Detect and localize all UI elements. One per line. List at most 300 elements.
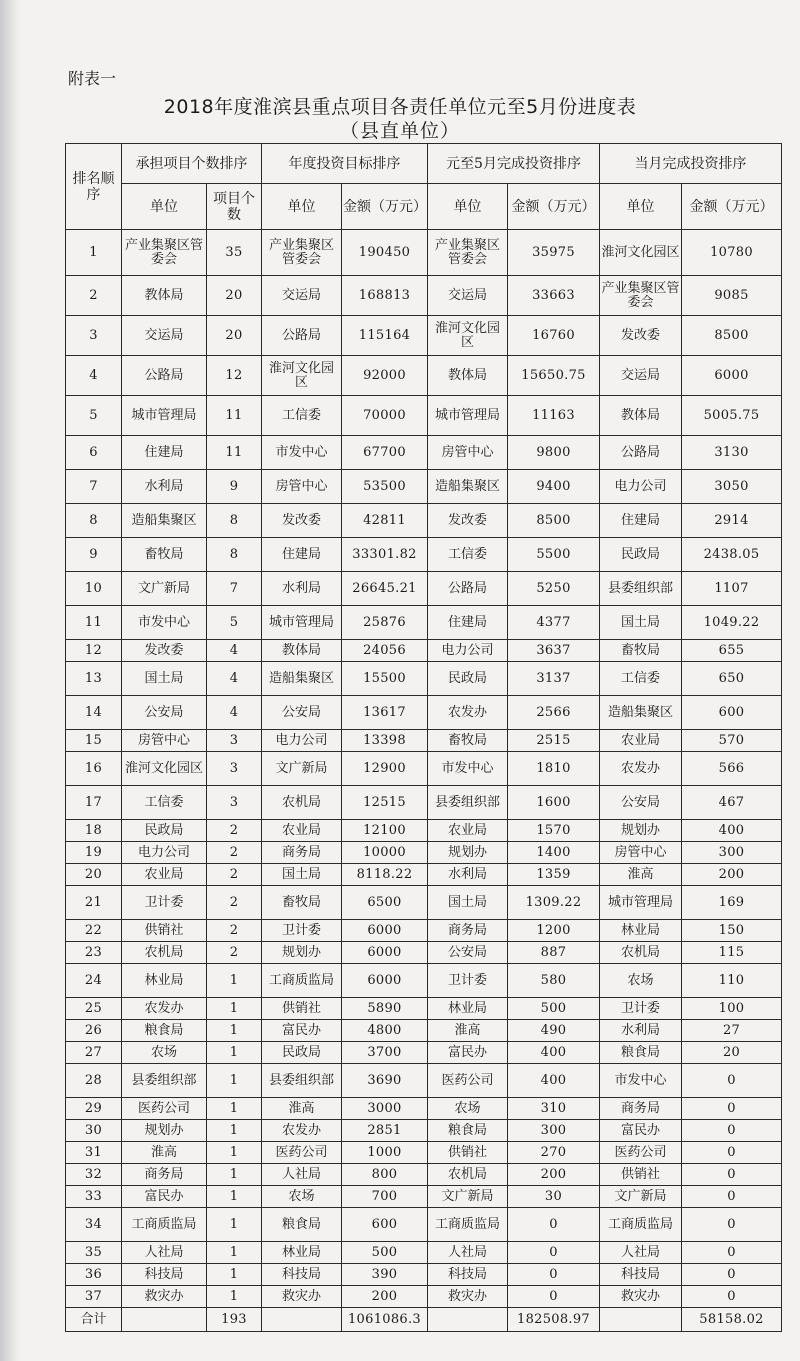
cell-project-count: 2 (207, 886, 262, 920)
cell-project-count: 1 (207, 1264, 262, 1286)
header-amount: 金额（万元） (682, 184, 782, 230)
cell-target-unit: 交运局 (262, 276, 342, 316)
cell-target-unit: 救灾办 (262, 1286, 342, 1308)
table-row (66, 230, 782, 276)
cell-ytd-unit: 水利局 (428, 864, 508, 886)
cell-ytd-unit: 交运局 (428, 276, 508, 316)
cell-target-unit: 县委组织部 (262, 1064, 342, 1098)
table-row (66, 998, 782, 1020)
cell-month-unit: 发改委 (600, 316, 682, 356)
table-row (66, 920, 782, 942)
cell-rank: 35 (66, 1242, 122, 1264)
cell-target-unit: 畜牧局 (262, 886, 342, 920)
cell-project-count: 20 (207, 316, 262, 356)
cell-ytd-unit: 医药公司 (428, 1064, 508, 1098)
cell-month-amount: 0 (682, 1242, 782, 1264)
cell-month-unit: 医药公司 (600, 1142, 682, 1164)
cell-target-amount: 1000 (342, 1142, 428, 1164)
cell-month-amount: 0 (682, 1064, 782, 1098)
cell-rank: 29 (66, 1098, 122, 1120)
cell-target-unit: 农机局 (262, 786, 342, 820)
cell-count-unit: 住建局 (122, 436, 207, 470)
cell-ytd-unit: 淮河文化园区 (428, 316, 508, 356)
cell-ytd-amount: 1400 (508, 842, 600, 864)
cell-ytd-amount: 2515 (508, 730, 600, 752)
cell-count-unit: 公安局 (122, 696, 207, 730)
cell-count-unit: 民政局 (122, 820, 207, 842)
cell-ytd-amount: 9400 (508, 470, 600, 504)
cell-month-unit: 规划办 (600, 820, 682, 842)
cell-project-count: 8 (207, 504, 262, 538)
cell-rank: 1 (66, 230, 122, 276)
cell-month-unit: 县委组织部 (600, 572, 682, 606)
cell-month-amount: 100 (682, 998, 782, 1020)
cell-month-unit: 救灾办 (600, 1286, 682, 1308)
cell-rank: 14 (66, 696, 122, 730)
cell-ytd-amount: 200 (508, 1164, 600, 1186)
cell-rank: 18 (66, 820, 122, 842)
cell-ytd-unit: 城市管理局 (428, 396, 508, 436)
cell-month-unit: 粮食局 (600, 1042, 682, 1064)
cell-target-unit: 城市管理局 (262, 606, 342, 640)
cell-project-count: 1 (207, 1120, 262, 1142)
cell-project-count: 4 (207, 640, 262, 662)
cell-rank: 28 (66, 1064, 122, 1098)
header-amount: 金额（万元） (342, 184, 428, 230)
table-row (66, 504, 782, 538)
cell-month-amount: 3130 (682, 436, 782, 470)
cell-rank: 33 (66, 1186, 122, 1208)
cell-ytd-unit: 民政局 (428, 662, 508, 696)
cell-count-unit: 文广新局 (122, 572, 207, 606)
cell-rank: 26 (66, 1020, 122, 1042)
cell-target-amount: 3000 (342, 1098, 428, 1120)
cell-rank: 25 (66, 998, 122, 1020)
cell-target-unit: 农发办 (262, 1120, 342, 1142)
cell-month-unit: 交运局 (600, 356, 682, 396)
cell-count-unit: 畜牧局 (122, 538, 207, 572)
cell-count-unit: 县委组织部 (122, 1064, 207, 1098)
cell-target-unit: 住建局 (262, 538, 342, 572)
cell-target-unit: 卫计委 (262, 920, 342, 942)
table-row (66, 1042, 782, 1064)
cell-ytd-unit: 科技局 (428, 1264, 508, 1286)
cell-month-amount: 200 (682, 864, 782, 886)
cell-target-unit: 淮高 (262, 1098, 342, 1120)
cell-count-unit: 规划办 (122, 1120, 207, 1142)
cell-ytd-amount: 1600 (508, 786, 600, 820)
cell-ytd-amount: 580 (508, 964, 600, 998)
cell-target-unit: 供销社 (262, 998, 342, 1020)
cell-month-amount: 2438.05 (682, 538, 782, 572)
cell-ytd-amount: 887 (508, 942, 600, 964)
cell-target-amount: 67700 (342, 436, 428, 470)
cell-target-unit: 产业集聚区管委会 (262, 230, 342, 276)
cell-count-unit: 淮高 (122, 1142, 207, 1164)
total-ytd-investment: 182508.97 (508, 1308, 600, 1332)
cell-project-count: 1 (207, 1142, 262, 1164)
cell-count-unit: 救灾办 (122, 1286, 207, 1308)
cell-target-unit: 公路局 (262, 316, 342, 356)
cell-ytd-amount: 1570 (508, 820, 600, 842)
cell-target-amount: 26645.21 (342, 572, 428, 606)
cell-month-amount: 1107 (682, 572, 782, 606)
cell-month-amount: 0 (682, 1264, 782, 1286)
table-row (66, 316, 782, 356)
header-unit: 单位 (262, 184, 342, 230)
table-row (66, 640, 782, 662)
cell-ytd-unit: 农发办 (428, 696, 508, 730)
cell-count-unit: 造船集聚区 (122, 504, 207, 538)
cell-rank: 36 (66, 1264, 122, 1286)
cell-target-unit: 商务局 (262, 842, 342, 864)
cell-target-amount: 53500 (342, 470, 428, 504)
cell-project-count: 3 (207, 786, 262, 820)
cell-count-unit: 公路局 (122, 356, 207, 396)
cell-month-amount: 110 (682, 964, 782, 998)
cell-target-amount: 5890 (342, 998, 428, 1020)
cell-project-count: 4 (207, 696, 262, 730)
cell-ytd-unit: 公安局 (428, 942, 508, 964)
cell-ytd-unit: 县委组织部 (428, 786, 508, 820)
cell-target-unit: 人社局 (262, 1164, 342, 1186)
cell-target-amount: 15500 (342, 662, 428, 696)
page-title: 2018年度淮滨县重点项目各责任单位元至5月份进度表 (163, 96, 637, 118)
cell-project-count: 1 (207, 1208, 262, 1242)
cell-target-unit: 公安局 (262, 696, 342, 730)
cell-project-count: 7 (207, 572, 262, 606)
cell-ytd-unit: 供销社 (428, 1142, 508, 1164)
cell-ytd-unit: 电力公司 (428, 640, 508, 662)
cell-ytd-unit: 人社局 (428, 1242, 508, 1264)
table-row (66, 1098, 782, 1120)
cell-target-amount: 200 (342, 1286, 428, 1308)
cell-rank: 11 (66, 606, 122, 640)
table-row (66, 1286, 782, 1308)
cell-target-amount: 4800 (342, 1020, 428, 1042)
cell-ytd-unit: 房管中心 (428, 436, 508, 470)
cell-count-unit: 国土局 (122, 662, 207, 696)
cell-ytd-amount: 0 (508, 1286, 600, 1308)
page-edge (0, 0, 20, 1361)
table-row (66, 730, 782, 752)
cell-ytd-unit: 规划办 (428, 842, 508, 864)
cell-project-count: 35 (207, 230, 262, 276)
cell-target-amount: 3700 (342, 1042, 428, 1064)
cell-project-count: 11 (207, 436, 262, 470)
cell-rank: 22 (66, 920, 122, 942)
cell-target-amount: 500 (342, 1242, 428, 1264)
header-annual-target: 年度投资目标排序 (262, 144, 428, 184)
header-count: 项目个数 (207, 184, 262, 230)
cell-project-count: 2 (207, 920, 262, 942)
cell-ytd-amount: 400 (508, 1042, 600, 1064)
cell-target-unit: 国土局 (262, 864, 342, 886)
cell-month-unit: 农场 (600, 964, 682, 998)
cell-month-amount: 150 (682, 920, 782, 942)
cell-project-count: 11 (207, 396, 262, 436)
cell-month-unit: 商务局 (600, 1098, 682, 1120)
cell-month-amount: 2914 (682, 504, 782, 538)
table-row (66, 864, 782, 886)
cell-month-unit: 人社局 (600, 1242, 682, 1264)
table-row (66, 1064, 782, 1098)
cell-count-unit: 农发办 (122, 998, 207, 1020)
cell-month-amount: 115 (682, 942, 782, 964)
cell-ytd-unit: 卫计委 (428, 964, 508, 998)
cell-count-unit: 工商质监局 (122, 1208, 207, 1242)
cell-ytd-unit: 粮食局 (428, 1120, 508, 1142)
cell-target-amount: 12100 (342, 820, 428, 842)
cell-target-unit: 粮食局 (262, 1208, 342, 1242)
cell-rank: 17 (66, 786, 122, 820)
cell-project-count: 1 (207, 964, 262, 998)
cell-rank: 5 (66, 396, 122, 436)
cell-count-unit: 发改委 (122, 640, 207, 662)
table-row (66, 696, 782, 730)
cell-count-unit: 医药公司 (122, 1098, 207, 1120)
table-row (66, 1164, 782, 1186)
cell-project-count: 12 (207, 356, 262, 396)
cell-month-unit: 工信委 (600, 662, 682, 696)
cell-ytd-amount: 0 (508, 1242, 600, 1264)
cell-rank: 31 (66, 1142, 122, 1164)
cell-month-unit: 农发办 (600, 752, 682, 786)
cell-target-amount: 115164 (342, 316, 428, 356)
cell-ytd-unit: 产业集聚区管委会 (428, 230, 508, 276)
cell-project-count: 3 (207, 752, 262, 786)
table-row (66, 1186, 782, 1208)
cell-month-amount: 6000 (682, 356, 782, 396)
cell-count-unit: 人社局 (122, 1242, 207, 1264)
cell-month-amount: 655 (682, 640, 782, 662)
cell-month-amount: 467 (682, 786, 782, 820)
cell-project-count: 2 (207, 942, 262, 964)
cell-rank: 9 (66, 538, 122, 572)
cell-project-count: 2 (207, 864, 262, 886)
table-row (66, 572, 782, 606)
table-row (66, 470, 782, 504)
total-empty-cell (262, 1308, 342, 1332)
cell-project-count: 1 (207, 1242, 262, 1264)
cell-target-unit: 房管中心 (262, 470, 342, 504)
cell-project-count: 4 (207, 662, 262, 696)
cell-month-amount: 5005.75 (682, 396, 782, 436)
cell-count-unit: 教体局 (122, 276, 207, 316)
cell-month-unit: 市发中心 (600, 1064, 682, 1098)
cell-count-unit: 水利局 (122, 470, 207, 504)
cell-month-unit: 国土局 (600, 606, 682, 640)
table-row (66, 538, 782, 572)
cell-target-amount: 3690 (342, 1064, 428, 1098)
cell-month-amount: 0 (682, 1120, 782, 1142)
cell-target-amount: 10000 (342, 842, 428, 864)
cell-ytd-unit: 市发中心 (428, 752, 508, 786)
cell-target-amount: 190450 (342, 230, 428, 276)
cell-rank: 10 (66, 572, 122, 606)
cell-ytd-amount: 270 (508, 1142, 600, 1164)
cell-project-count: 1 (207, 1164, 262, 1186)
cell-month-unit: 水利局 (600, 1020, 682, 1042)
header-rank: 排名顺序 (66, 144, 122, 230)
cell-count-unit: 房管中心 (122, 730, 207, 752)
cell-month-amount: 0 (682, 1098, 782, 1120)
cell-project-count: 1 (207, 1286, 262, 1308)
cell-ytd-unit: 造船集聚区 (428, 470, 508, 504)
cell-target-unit: 富民办 (262, 1020, 342, 1042)
cell-month-unit: 城市管理局 (600, 886, 682, 920)
cell-target-unit: 民政局 (262, 1042, 342, 1064)
cell-ytd-amount: 11163 (508, 396, 600, 436)
total-row (66, 1308, 782, 1332)
cell-ytd-unit: 救灾办 (428, 1286, 508, 1308)
cell-month-unit: 文广新局 (600, 1186, 682, 1208)
cell-target-unit: 水利局 (262, 572, 342, 606)
cell-month-amount: 566 (682, 752, 782, 786)
cell-ytd-unit: 住建局 (428, 606, 508, 640)
cell-count-unit: 工信委 (122, 786, 207, 820)
table-row (66, 886, 782, 920)
cell-rank: 23 (66, 942, 122, 964)
cell-project-count: 20 (207, 276, 262, 316)
cell-rank: 2 (66, 276, 122, 316)
cell-ytd-amount: 0 (508, 1264, 600, 1286)
cell-month-unit: 民政局 (600, 538, 682, 572)
cell-rank: 16 (66, 752, 122, 786)
table-row (66, 942, 782, 964)
cell-month-amount: 27 (682, 1020, 782, 1042)
table-row (66, 396, 782, 436)
cell-target-unit: 医药公司 (262, 1142, 342, 1164)
cell-month-amount: 600 (682, 696, 782, 730)
table-row (66, 356, 782, 396)
cell-ytd-amount: 8500 (508, 504, 600, 538)
cell-count-unit: 农场 (122, 1042, 207, 1064)
cell-ytd-amount: 400 (508, 1064, 600, 1098)
cell-month-amount: 570 (682, 730, 782, 752)
cell-project-count: 2 (207, 842, 262, 864)
cell-ytd-amount: 500 (508, 998, 600, 1020)
cell-month-unit: 农业局 (600, 730, 682, 752)
cell-month-amount: 0 (682, 1164, 782, 1186)
cell-ytd-unit: 教体局 (428, 356, 508, 396)
cell-target-amount: 168813 (342, 276, 428, 316)
cell-target-amount: 42811 (342, 504, 428, 538)
cell-count-unit: 农机局 (122, 942, 207, 964)
cell-ytd-unit: 林业局 (428, 998, 508, 1020)
cell-count-unit: 城市管理局 (122, 396, 207, 436)
header-unit: 单位 (122, 184, 207, 230)
cell-count-unit: 粮食局 (122, 1020, 207, 1042)
cell-target-unit: 文广新局 (262, 752, 342, 786)
cell-project-count: 1 (207, 1020, 262, 1042)
cell-target-amount: 600 (342, 1208, 428, 1242)
cell-ytd-unit: 农业局 (428, 820, 508, 842)
cell-target-unit: 电力公司 (262, 730, 342, 752)
cell-ytd-unit: 农机局 (428, 1164, 508, 1186)
cell-ytd-amount: 16760 (508, 316, 600, 356)
cell-month-unit: 林业局 (600, 920, 682, 942)
cell-ytd-unit: 工信委 (428, 538, 508, 572)
cell-ytd-amount: 310 (508, 1098, 600, 1120)
progress-table (65, 143, 782, 1332)
cell-month-amount: 3050 (682, 470, 782, 504)
cell-month-unit: 农机局 (600, 942, 682, 964)
cell-ytd-unit: 公路局 (428, 572, 508, 606)
cell-ytd-amount: 5250 (508, 572, 600, 606)
cell-rank: 13 (66, 662, 122, 696)
cell-project-count: 9 (207, 470, 262, 504)
cell-month-unit: 公安局 (600, 786, 682, 820)
table-row (66, 276, 782, 316)
cell-project-count: 1 (207, 1064, 262, 1098)
cell-month-unit: 淮河文化园区 (600, 230, 682, 276)
cell-count-unit: 产业集聚区管委会 (122, 230, 207, 276)
cell-target-amount: 800 (342, 1164, 428, 1186)
total-empty-cell (428, 1308, 508, 1332)
cell-target-unit: 市发中心 (262, 436, 342, 470)
cell-ytd-unit: 文广新局 (428, 1186, 508, 1208)
cell-count-unit: 林业局 (122, 964, 207, 998)
cell-target-amount: 13617 (342, 696, 428, 730)
cell-count-unit: 商务局 (122, 1164, 207, 1186)
table-row (66, 1208, 782, 1242)
cell-rank: 6 (66, 436, 122, 470)
cell-ytd-unit: 农场 (428, 1098, 508, 1120)
cell-ytd-amount: 33663 (508, 276, 600, 316)
cell-ytd-amount: 15650.75 (508, 356, 600, 396)
cell-project-count: 1 (207, 1098, 262, 1120)
header-unit: 单位 (600, 184, 682, 230)
table-row (66, 436, 782, 470)
cell-count-unit: 富民办 (122, 1186, 207, 1208)
cell-target-unit: 规划办 (262, 942, 342, 964)
cell-project-count: 1 (207, 1042, 262, 1064)
cell-ytd-unit: 畜牧局 (428, 730, 508, 752)
cell-target-amount: 24056 (342, 640, 428, 662)
cell-target-unit: 淮河文化园区 (262, 356, 342, 396)
cell-ytd-amount: 3637 (508, 640, 600, 662)
cell-month-unit: 教体局 (600, 396, 682, 436)
cell-ytd-unit: 发改委 (428, 504, 508, 538)
cell-ytd-unit: 富民办 (428, 1042, 508, 1064)
cell-rank: 37 (66, 1286, 122, 1308)
cell-month-amount: 169 (682, 886, 782, 920)
cell-target-amount: 6000 (342, 964, 428, 998)
cell-rank: 3 (66, 316, 122, 356)
cell-month-amount: 0 (682, 1286, 782, 1308)
table-body (66, 230, 782, 1308)
header-month-investment: 当月完成投资排序 (600, 144, 782, 184)
cell-target-amount: 6000 (342, 942, 428, 964)
cell-project-count: 1 (207, 998, 262, 1020)
cell-rank: 32 (66, 1164, 122, 1186)
cell-ytd-unit: 商务局 (428, 920, 508, 942)
cell-month-amount: 10780 (682, 230, 782, 276)
cell-month-unit: 卫计委 (600, 998, 682, 1020)
cell-month-amount: 650 (682, 662, 782, 696)
cell-ytd-amount: 490 (508, 1020, 600, 1042)
cell-rank: 8 (66, 504, 122, 538)
cell-count-unit: 淮河文化园区 (122, 752, 207, 786)
cell-month-amount: 20 (682, 1042, 782, 1064)
cell-target-amount: 390 (342, 1264, 428, 1286)
table-row (66, 1242, 782, 1264)
cell-month-unit: 电力公司 (600, 470, 682, 504)
cell-ytd-amount: 30 (508, 1186, 600, 1208)
cell-month-unit: 供销社 (600, 1164, 682, 1186)
cell-rank: 12 (66, 640, 122, 662)
